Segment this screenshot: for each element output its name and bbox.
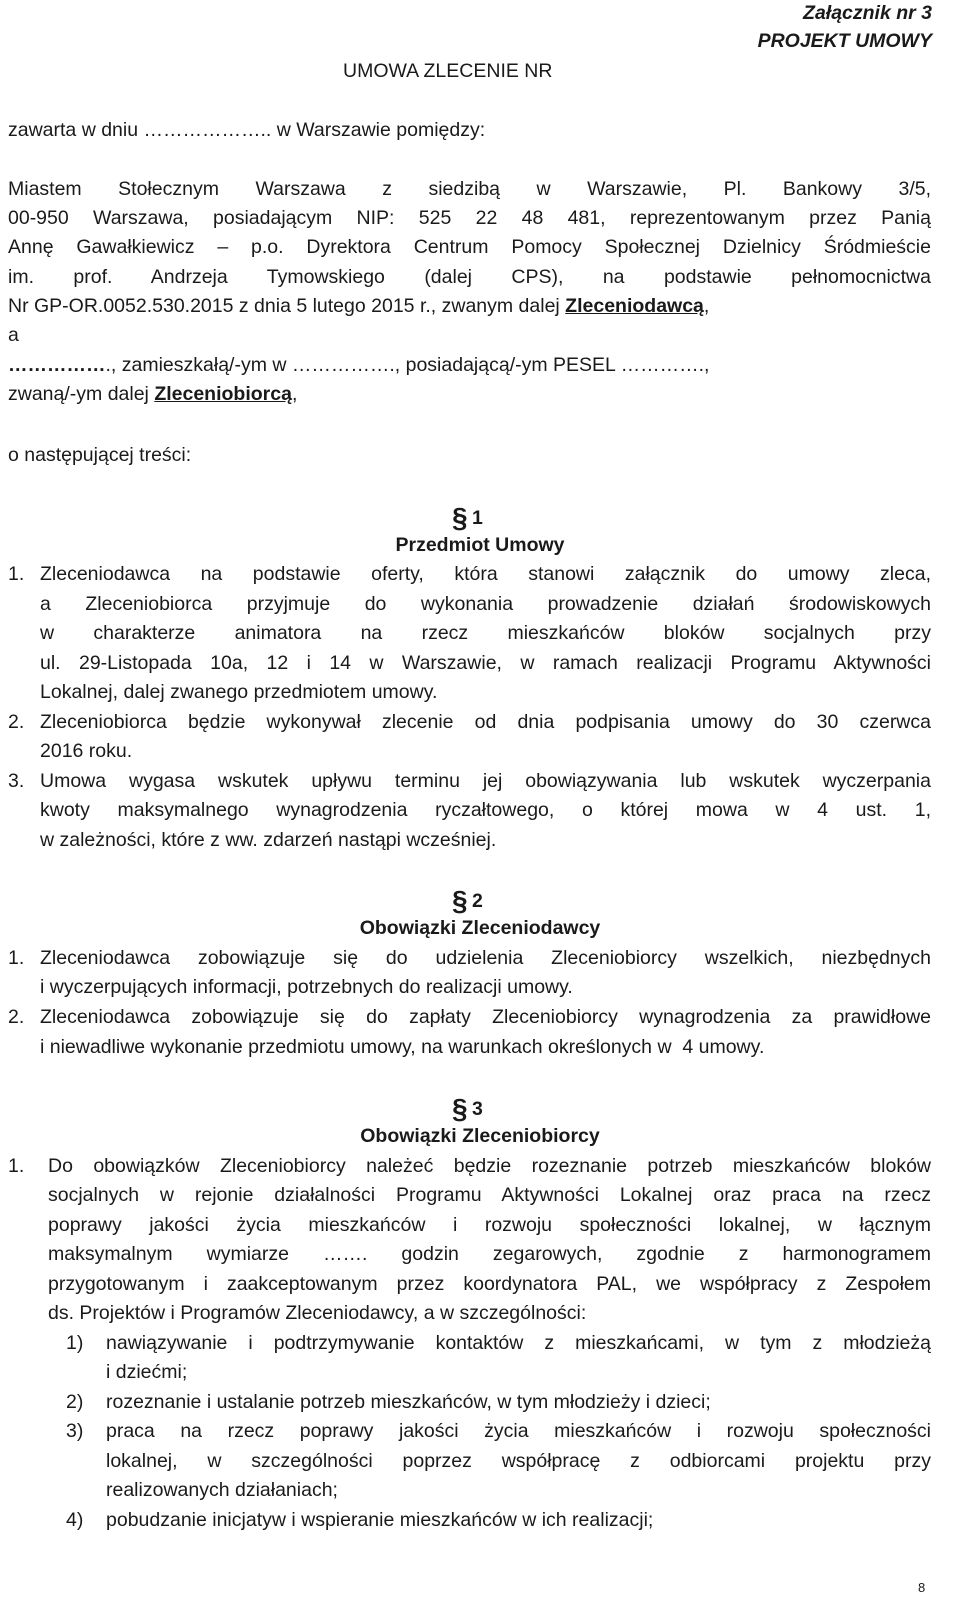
party1-line: im. prof. Andrzeja Tymowskiego (dalej CPS), na podstawie pełnomocnictwa [8, 266, 931, 288]
item-number: 1. [8, 563, 25, 585]
item-number: 3. [8, 770, 25, 792]
section-marker [452, 503, 496, 533]
party1-text: Nr GP-OR.0052.530.2015 z dnia 5 lutego 2015 r., zwanym dalej [8, 295, 566, 317]
punctuation: , [703, 295, 710, 317]
party1-line: Miastem Stołecznym Warszawa z siedzibą w Warszawie, Pl. Bankowy 3/5, [8, 178, 931, 200]
paragraph-sign-icon: § [452, 502, 468, 533]
and-word: a [8, 324, 19, 346]
paragraph-sign-icon: § [452, 885, 468, 916]
clause-line: poprawy jakości życia mieszkańców i rozwoju społeczności lokalnej, w łącznym [48, 1214, 931, 1236]
section-title: Przedmiot Umowy [395, 534, 565, 556]
content-intro: o następującej treści: [8, 444, 192, 466]
clause-line: Do obowiązków Zleceniobiorcy należeć będzie rozeznanie potrzeb mieszkańców bloków [48, 1155, 931, 1177]
clause-line: a Zleceniobiorca przyjmuje do wykonania prowadzenie działań środowiskowych [40, 593, 931, 615]
clause-line: Zleceniodawca zobowiązuje się do zapłaty Zleceniobiorcy wynagrodzenia za prawidłowe [40, 1006, 931, 1028]
clause-line: Lokalnej, dalej zwanego przedmiotem umowy. [40, 681, 438, 703]
item-number: 1. [8, 947, 25, 969]
clause-line: kwoty maksymalnego wynagrodzenia ryczałtowego, o której mowa w 4 ust. 1, [40, 799, 931, 821]
clause-line: w zależności, które z ww. zdarzeń nastąpi wcześniej. [40, 829, 497, 851]
punctuation: , [291, 383, 298, 405]
clause-line: Zleceniodawca zobowiązuje się do udzielenia Zleceniobiorcy wszelkich, niezbędnych [40, 947, 931, 969]
principal-role: Zleceniodawcą [565, 295, 704, 317]
section-title: Obowiązki Zleceniodawcy [359, 917, 601, 939]
list-item-line: rozeznanie i ustalanie potrzeb mieszkańców, w tym młodzieży i dzieci; [106, 1391, 711, 1413]
party2-line [8, 353, 715, 377]
list-item-number: 4) [66, 1509, 84, 1531]
list-item-number: 3) [66, 1420, 84, 1442]
concluded-line: zawarta w dniu ……………….. w Warszawie pomiędzy: [8, 119, 486, 141]
list-item-line: lokalnej, w szczególności poprzez współpracę z odbiorcami projektu przy [106, 1450, 931, 1472]
section-number: 1 [472, 507, 483, 529]
party1-line: Annę Gawałkiewicz – p.o. Dyrektora Centrum Pomocy Społecznej Dzielnicy Śródmieście [8, 236, 931, 258]
clause-line: 2016 roku. [40, 740, 133, 762]
list-item-line: pobudzanie inicjatyw i wspieranie mieszkańców w ich realizacji; [106, 1509, 654, 1531]
section-marker [452, 886, 496, 916]
clause-line: socjalnych w rejonie działalności Programu Aktywności Lokalnej oraz praca na rzecz [48, 1184, 931, 1206]
party2-line [8, 382, 297, 406]
annex-label: Załącznik nr 3 [803, 2, 932, 24]
project-label: PROJEKT UMOWY [757, 30, 932, 52]
list-item-line: i dziećmi; [106, 1361, 188, 1383]
list-item-number: 2) [66, 1391, 84, 1413]
section-number: 2 [472, 890, 483, 912]
paragraph-sign-icon: § [452, 1093, 468, 1124]
blank-dots: …………… [8, 354, 106, 376]
clause-line: ds. Projektów i Programów Zleceniodawcy, a w szczególności: [48, 1302, 587, 1324]
item-number: 2. [8, 711, 25, 733]
party1-line: 00-950 Warszawa, posiadającym NIP: 525 22 48 481, reprezentowanym przez Panią [8, 207, 931, 229]
contract-title: UMOWA ZLECENIE NR [343, 60, 553, 82]
section-number: 3 [472, 1098, 483, 1120]
contractor-role: Zleceniobiorcą [154, 383, 292, 405]
party1-line [8, 294, 709, 318]
clause-line: i niewadliwe wykonanie przedmiotu umowy, na warunkach określonych w 4 umowy. [40, 1036, 765, 1058]
party2-text: ., zamieszkałą/-ym w ……………., posiadającą/-ym PESEL …………., [105, 354, 715, 376]
list-item-line: praca na rzecz poprawy jakości życia mieszkańców i rozwoju społeczności [106, 1420, 931, 1442]
item-number: 2. [8, 1006, 25, 1028]
clause-line: ul. 29-Listopada 10a, 12 i 14 w Warszawie, w ramach realizacji Programu Aktywności [40, 652, 931, 674]
clause-line: Zleceniobiorca będzie wykonywał zlecenie od dnia podpisania umowy do 30 czerwca [40, 711, 931, 733]
list-item-line: realizowanych działaniach; [106, 1479, 338, 1501]
clause-line: i wyczerpujących informacji, potrzebnych do realizacji umowy. [40, 976, 573, 998]
list-item-number: 1) [66, 1332, 84, 1354]
section-title: Obowiązki Zleceniobiorcy [360, 1125, 600, 1147]
clause-line: przygotowanym i zaakceptowanym przez koordynatora PAL, we współpracy z Zespołem [48, 1273, 931, 1295]
item-number: 1. [8, 1155, 25, 1177]
clause-line: Zleceniodawca na podstawie oferty, która stanowi załącznik do umowy zleca, [40, 563, 931, 585]
section-marker [452, 1094, 496, 1124]
clause-line: Umowa wygasa wskutek upływu terminu jej obowiązywania lub wskutek wyczerpania [40, 770, 931, 792]
page-number: 8 [918, 1580, 926, 1595]
party2-text: zwaną/-ym dalej [8, 383, 155, 405]
clause-line: w charakterze animatora na rzecz mieszkańców bloków socjalnych przy [40, 622, 931, 644]
list-item-line: nawiązywanie i podtrzymywanie kontaktów z mieszkańcami, w tym z młodzieżą [106, 1332, 931, 1354]
clause-line: maksymalnym wymiarze ……. godzin zegarowych, zgodnie z harmonogramem [48, 1243, 931, 1265]
